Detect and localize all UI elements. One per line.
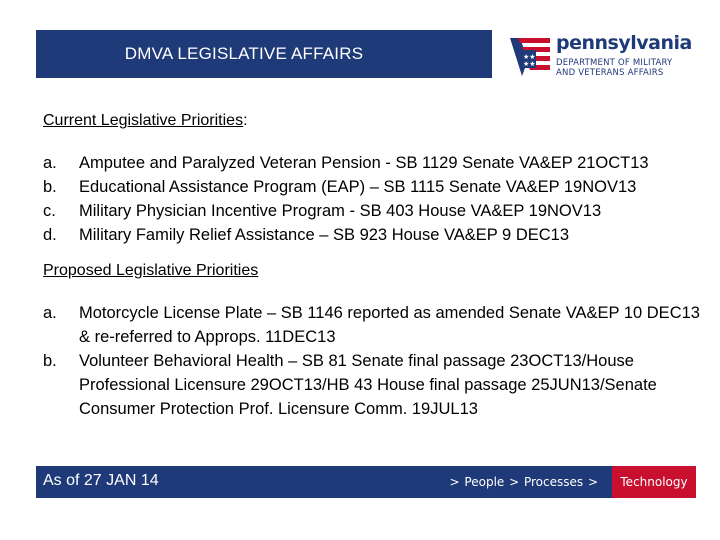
logo-subtitle-line2: AND VETERANS AFFAIRS [556, 68, 664, 78]
logo-subtitle-line1: DEPARTMENT OF MILITARY [556, 58, 673, 68]
list-item [43, 175, 703, 199]
list-item [43, 199, 703, 223]
current-priorities-list [43, 151, 703, 247]
list-item [43, 301, 703, 349]
proposed-priorities-heading: Proposed Legislative Priorities [43, 262, 259, 279]
list-marker: d. [43, 226, 57, 244]
footer-bar [36, 466, 612, 498]
list-marker: a. [43, 154, 57, 172]
current-priorities-title: Current Legislative Priorities [43, 112, 244, 129]
list-item-text: Military Family Relief Assistance – SB 923 House VA&EP 9 DEC13 [79, 226, 570, 244]
list-item [43, 223, 703, 247]
flag-icon [506, 32, 552, 78]
list-marker: b. [43, 352, 57, 370]
pennsylvania-logo [506, 32, 696, 80]
list-item-text: Educational Assistance Program (EAP) – SB 1115 Senate VA&EP 19NOV13 [79, 178, 637, 196]
footer-technology-tag: Technology [612, 466, 696, 498]
current-priorities-heading [43, 112, 248, 130]
svg-text:★★: ★★ [523, 53, 536, 61]
current-priorities-colon: : [243, 112, 248, 129]
list-marker: a. [43, 304, 57, 322]
list-item-text: Motorcycle License Plate – SB 1146 reported as amended Senate VA&EP 10 DEC13 & re-referred to Approps. 11DEC13 [79, 304, 700, 346]
list-item-text: Amputee and Paralyzed Veteran Pension - SB 1129 Senate VA&EP 21OCT13 [79, 154, 649, 172]
footer-tagline: > People > Processes > [449, 475, 598, 489]
logo-subtitle [556, 58, 672, 78]
footer-date: As of 27 JAN 14 [43, 472, 159, 489]
logo-name: pennsylvania [556, 32, 692, 54]
list-marker: b. [43, 178, 57, 196]
list-item [43, 151, 703, 175]
list-item [43, 349, 703, 421]
proposed-priorities-list [43, 301, 703, 421]
list-marker: c. [43, 202, 56, 220]
list-item-text: Military Physician Incentive Program - SB 403 House VA&EP 19NOV13 [79, 202, 602, 220]
header-bar [36, 30, 492, 78]
svg-text:★★: ★★ [523, 60, 536, 68]
page-title: DMVA LEGISLATIVE AFFAIRS [124, 44, 364, 63]
list-item-text: Volunteer Behavioral Health – SB 81 Senate final passage 23OCT13/House Professional Licensure 29OCT13/HB 43 House final passage 25JUN13/Senate Consumer Protection Prof. Licensure Comm. 19JUL13 [79, 352, 657, 418]
